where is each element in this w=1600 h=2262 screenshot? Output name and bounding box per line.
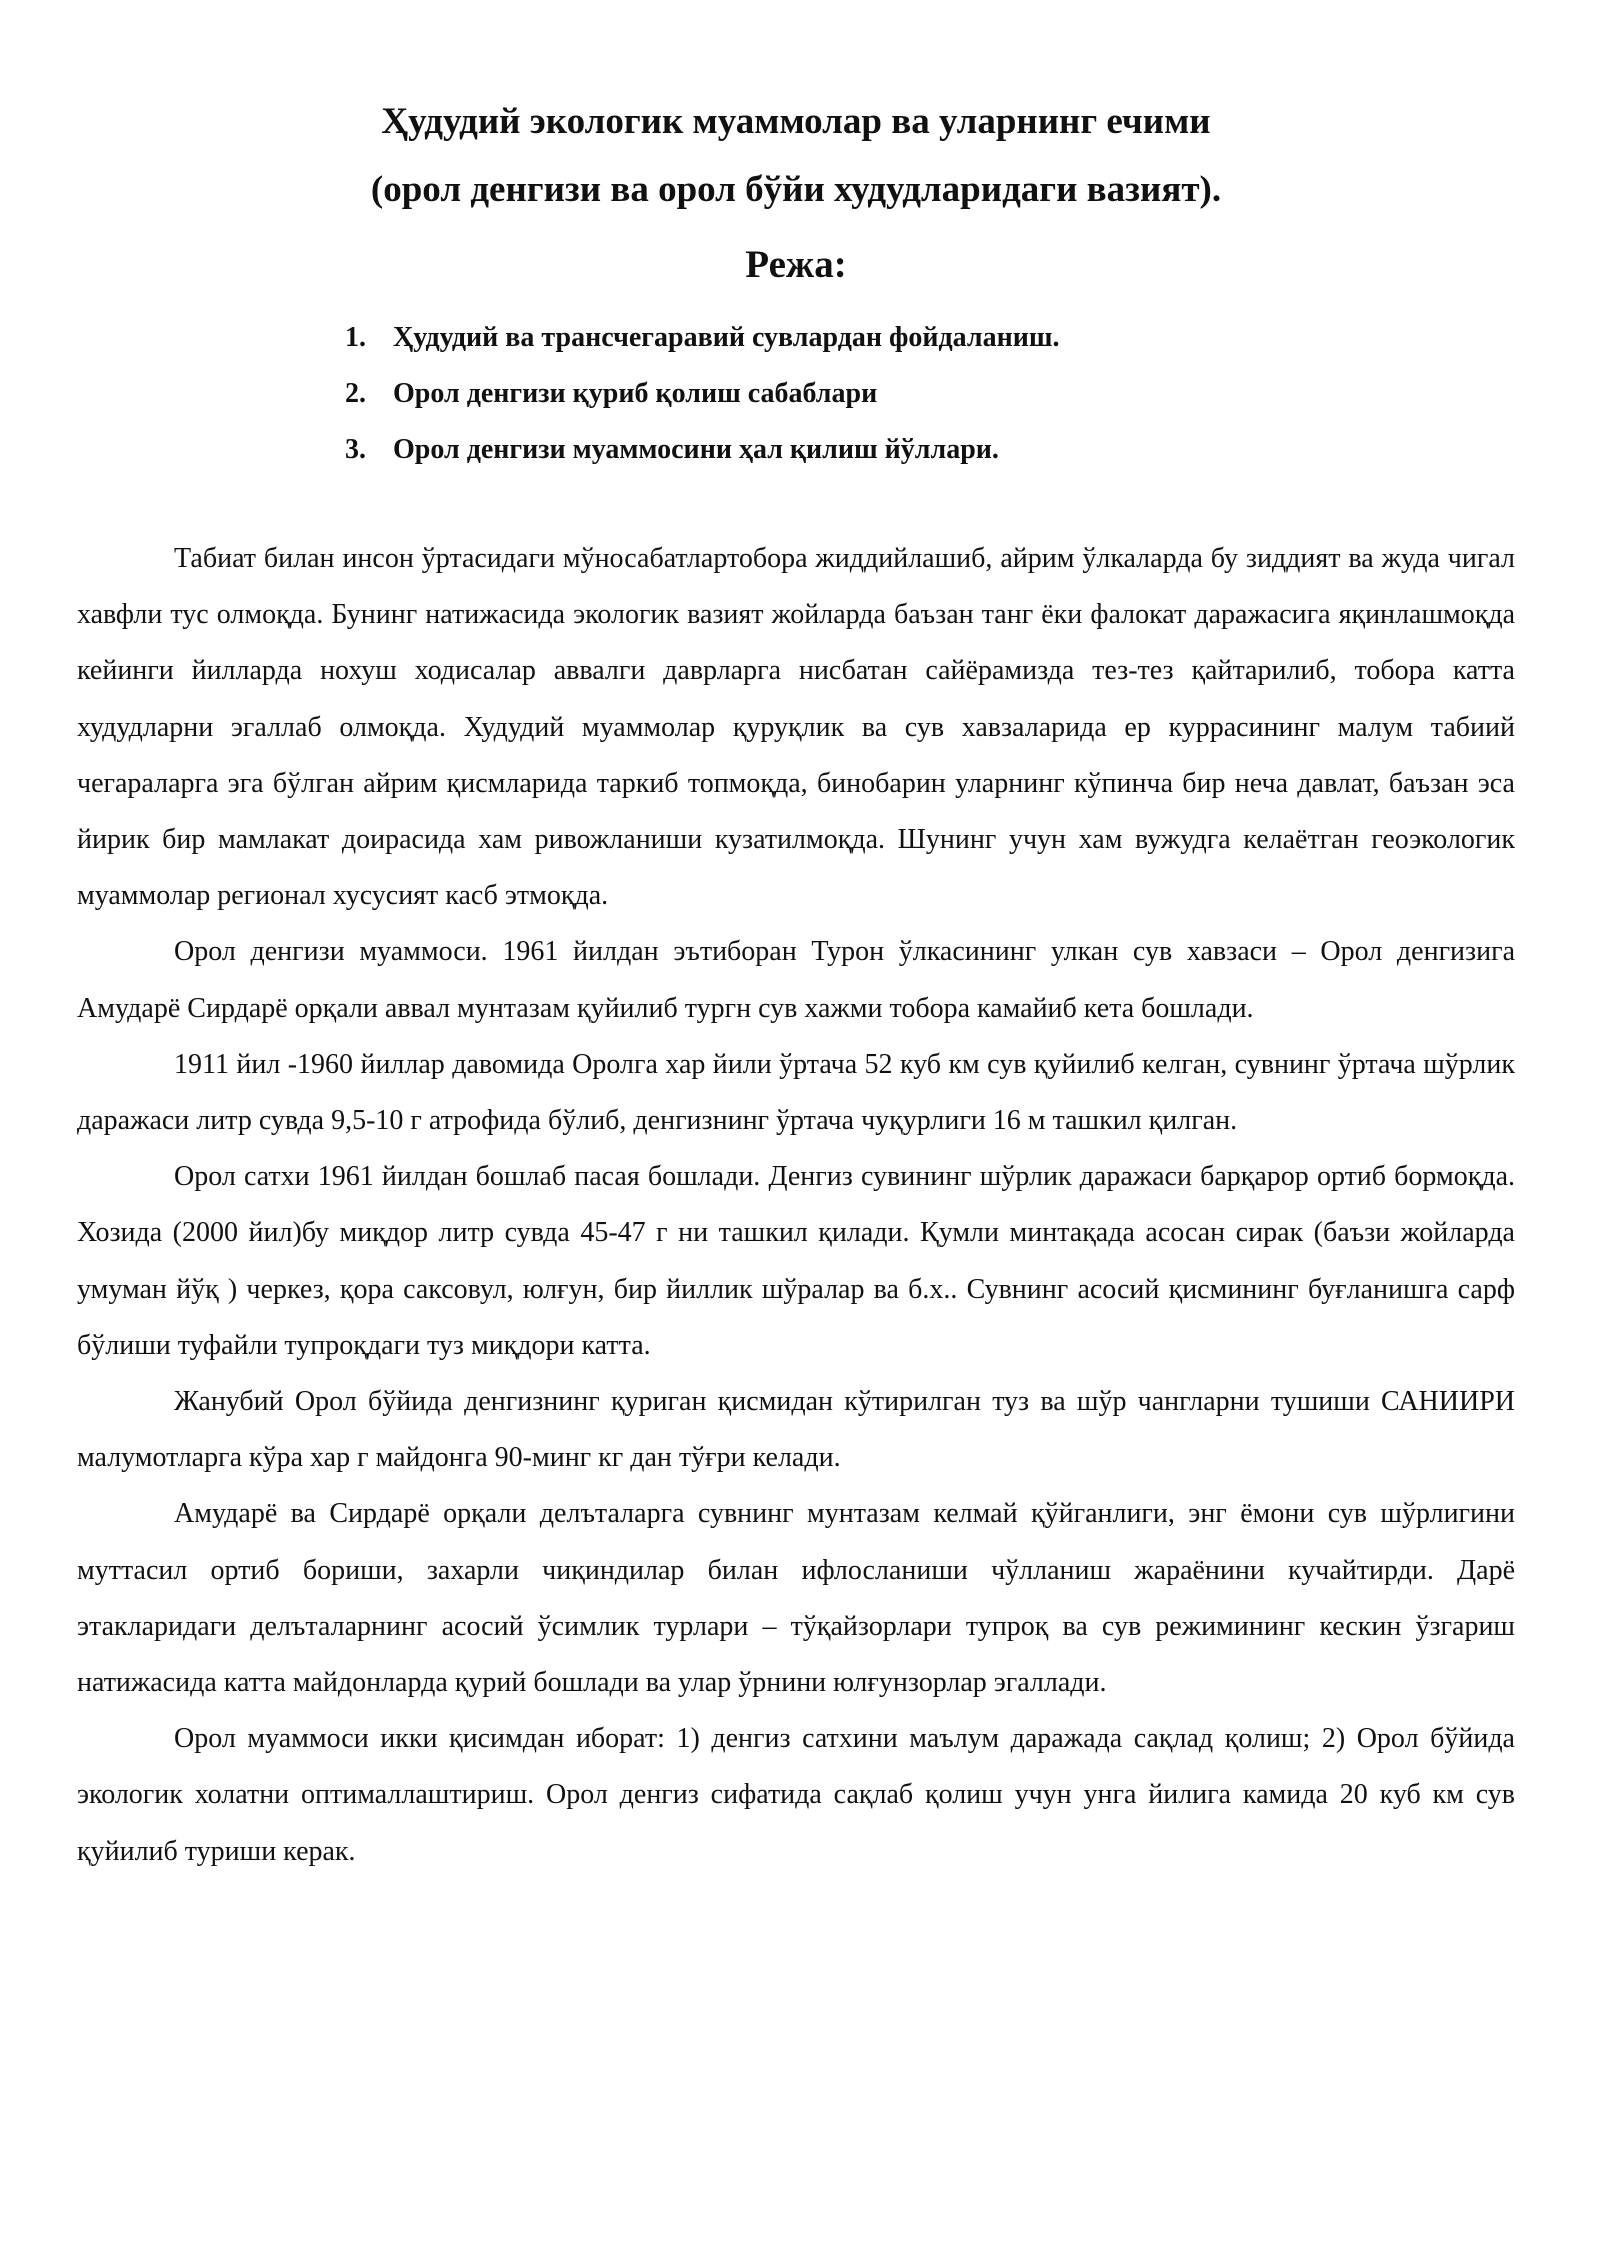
plan-list [77, 310, 1515, 478]
plan-heading: Режа: [745, 243, 847, 286]
document-title-line-1: Ҳудудий экологик муаммолар ва уларнинг ечими [381, 101, 1211, 142]
plan-item-text: Орол денгизи қуриб қолиш сабаблари [393, 378, 878, 409]
document-body [77, 531, 1515, 1880]
plan-item-text: Ҳудудий ва трансчегаравий сувлардан фойдаланиш. [393, 322, 1060, 353]
body-paragraph: 1911 йил -1960 йиллар давомида Оролга хар йили ўртача 52 куб км сув қуйилиб келган, сувнинг ўртача шўрлик даражаси литр сувда 9,5-10 г атрофида бўлиб, денгизнинг ўртача чуқурлиги 16 м ташкил қилган. [77, 1048, 1515, 1137]
plan-item-number: 1. [345, 322, 366, 353]
body-paragraph: Орол сатхи 1961 йилдан бошлаб пасая бошлади. Денгиз сувининг шўрлик даражаси барқарор ортиб бормоқда. Хозида (2000 йил)бу миқдор литр сувда 45-47 г ни ташкил қилади. Қумли минтақада асосан сирак (баъзи жойларда умуман йўқ ) черкез, қора саксовул, юлғун, бир йиллик шўралар ва б.х.. Сувнинг асосий қисмининг буғланишга сарф бўлиши туфайли тупроқдаги туз миқдори катта. [77, 1161, 1515, 1361]
body-paragraph: Амударё ва Сирдарё орқали делъталарга сувнинг мунтазам келмай қўйганлиги, энг ёмони сув шўрлигини муттасил ортиб бориши, захарли чиқиндилар билан ифлосланиши чўлланиш жараёнини кучайтирди. Дарё этакларидаги делъталарнинг асосий ўсимлик турлари – тўқайзорлари тупроқ ва сув режимининг кескин ўзгариш натижасида катта майдонларда қурий бошлади ва улар ўрнини юлғунзорлар эгаллади. [77, 1498, 1515, 1699]
plan-item-text: Орол денгизи муаммосини ҳал қилиш йўллари. [393, 434, 999, 465]
body-paragraph: Орол муаммоси икки қисимдан иборат: 1) денгиз сатхини маълум даражада сақлад қолиш; 2) Орол бўйида экологик холатни оптималлаштириш. Орол денгиз сифатида сақлаб қолиш учун унга йилига камида 20 куб км сув қуйилиб туриши керак. [77, 1723, 1515, 1867]
body-paragraph: Жанубий Орол бўйида денгизнинг қуриган қисмидан кўтирилган туз ва шўр чангларни тушиши САНИИРИ малумотларга кўра хар г майдонга 90-минг кг дан тўғри келади. [77, 1386, 1515, 1474]
plan-item [345, 422, 1515, 478]
body-paragraph: Орол денгизи муаммоси. 1961 йилдан эътиборан Турон ўлкасининг улкан сув хавзаси – Орол денгизига Амударё Сирдарё орқали аввал мунтазам қуйилиб тургн сув хажми тобора камайиб кета бошлади. [77, 936, 1515, 1024]
plan-item [345, 366, 1515, 422]
plan-item-number: 2. [345, 378, 366, 409]
body-paragraph: Табиат билан инсон ўртасидаги мўносабатлартобора жиддийлашиб, айрим ўлкаларда бу зиддият ва жуда чигал хавфли тус олмоқда. Бунинг натижасида экологик вазият жойларда баъзан танг ёки фалокат даражасига яқинлашмоқда кейинги йилларда нохуш ходисалар аввалги даврларга нисбатан сайёрамизда тез-тез қайтарилиб, тобора катта худудларни эгаллаб олмоқда. Худудий муаммолар қуруқлик ва сув хавзаларида ер куррасининг малум табиий чегараларга эга бўлган айрим қисмларида таркиб топмоқда, бинобарин уларнинг кўпинча бир неча давлат, баъзан эса йирик бир мамлакат доирасида хам ривожланиши кузатилмоқда. Шунинг учун хам вужудга келаётган геоэкологик муаммолар регионал хусусият касб этмоқда. [77, 543, 1515, 912]
plan-item-number: 3. [345, 434, 366, 465]
plan-item [345, 310, 1515, 366]
document-title-line-2: (орол денгизи ва орол бўйи худудларидаги вазият). [370, 169, 1222, 210]
